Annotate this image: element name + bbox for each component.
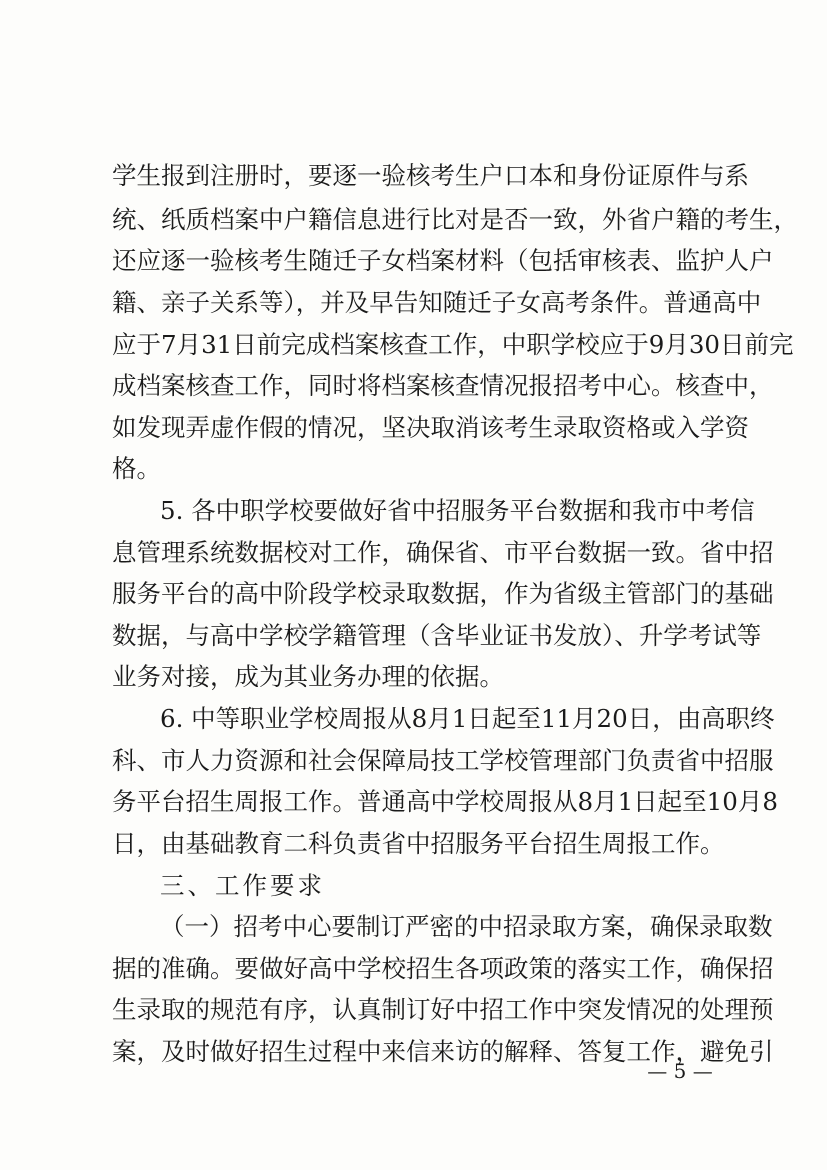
paragraph-5-first-line: 5. 各中职学校要做好省中招服务平台数据和我市中考信 [160, 496, 755, 525]
text-line: 生录取的规范有序，认真制订好中招工作中突发情况的处理预 [112, 995, 774, 1024]
text-line: 据的准确。要做好高中学校招生各项政策的落实工作，确保招 [112, 954, 774, 983]
page-number: — 5 — [647, 1059, 713, 1083]
text-line: 业务对接，成为其业务办理的依据。 [112, 662, 504, 691]
paragraph-6-first-line: 6. 中等职业学校周报从8月1日起至11月20日，由高职终 [160, 704, 775, 733]
text-line: 日，由基础教育二科负责省中招服务平台招生周报工作。 [112, 829, 725, 858]
text-line: 案，及时做好招生过程中来信来访的解释、答复工作，避免引 [112, 1037, 774, 1066]
text-line: 服务平台的高中阶段学校录取数据，作为省级主管部门的基础 [112, 579, 774, 608]
text-line: 如发现弄虚作假的情况，坚决取消该考生录取资格或入学资 [112, 413, 749, 442]
paragraph-1-first-line: （一）招考中心要制订严密的中招录取方案，确保录取数 [160, 912, 773, 941]
text-line: 成档案核查工作，同时将档案核查情况报招考中心。核查中， [112, 371, 774, 400]
text-line: 统、纸质档案中户籍信息进行比对是否一致，外省户籍的考生， [112, 205, 798, 234]
text-line: 务平台招生周报工作。普通高中学校周报从8月1日起至10月8 [112, 787, 778, 816]
text-line: 科、市人力资源和社会保障局技工学校管理部门负责省中招服 [112, 746, 774, 775]
text-line: 息管理系统数据校对工作，确保省、市平台数据一致。省中招 [112, 538, 774, 567]
section-heading: 三、工作要求 [160, 871, 325, 900]
text-line: 还应逐一验核考生随迁子女档案材料（包括审核表、监护人户 [112, 246, 774, 275]
text-line: 应于7月31日前完成档案核查工作，中职学校应于9月30日前完 [112, 330, 794, 359]
text-line: 籍、亲子关系等），并及早告知随迁子女高考条件。普通高中 [112, 288, 762, 317]
text-line: 数据，与高中学校学籍管理（含毕业证书发放）、升学考试等 [112, 621, 762, 650]
text-line: 学生报到注册时，要逐一验核考生户口本和身份证原件与系 [112, 161, 749, 190]
text-line: 格。 [112, 454, 161, 483]
